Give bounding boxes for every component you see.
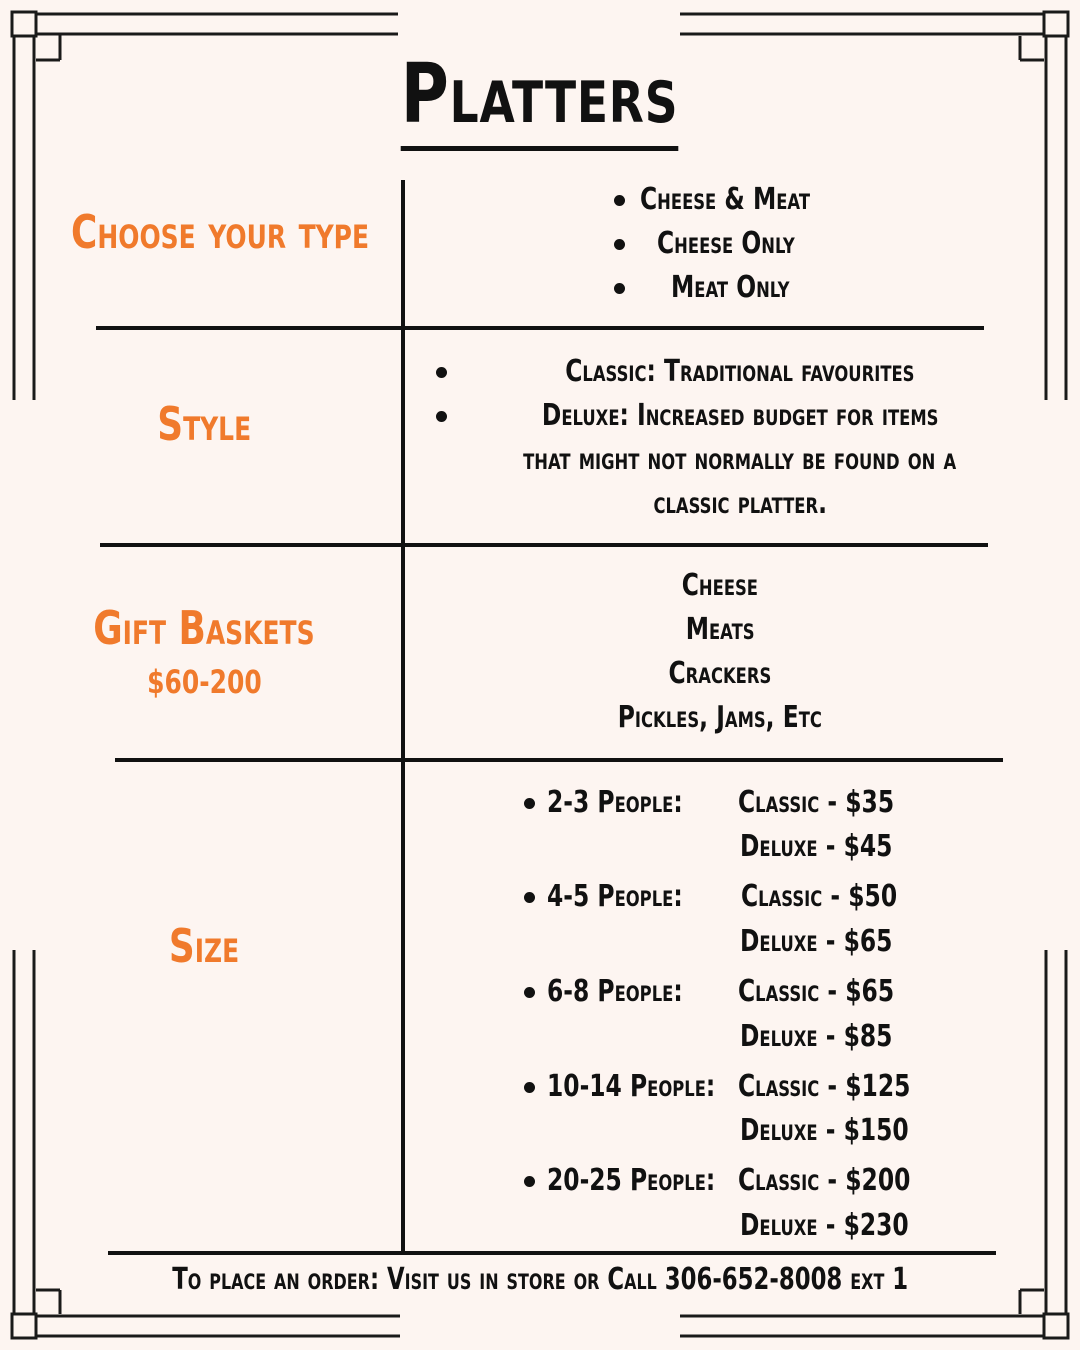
row-divider-3: [115, 758, 1003, 762]
size-classic-price: Classic - $35: [738, 785, 895, 820]
bullet: [524, 798, 535, 809]
style-option-classic: Classic: Traditional favourites: [440, 350, 1040, 394]
gift-basket-items: [520, 564, 920, 740]
size-label: Size: [168, 919, 240, 973]
size-people: 6-8 People:: [547, 974, 683, 1009]
type-option: Cheese Only: [520, 222, 960, 266]
size-people: 2-3 People:: [547, 785, 683, 820]
style-option-deluxe-cont: classic platter.: [653, 486, 827, 521]
gift-baskets-price: $60-200: [146, 663, 262, 701]
row-divider-4: [108, 1251, 996, 1255]
bullet: [524, 892, 535, 903]
size-deluxe-price: Deluxe - $45: [740, 829, 893, 864]
size-people: 4-5 People:: [547, 879, 683, 914]
column-divider: [401, 180, 405, 1254]
style-label: Style: [157, 397, 251, 451]
size-people: 20-25 People:: [547, 1163, 716, 1198]
size-classic-price: Classic - $65: [738, 974, 895, 1009]
size-deluxe-price: Deluxe - $65: [740, 924, 893, 959]
type-option: Meat Only: [520, 266, 960, 310]
type-label: Choose your type: [70, 205, 370, 259]
size-deluxe-price: Deluxe - $230: [740, 1208, 909, 1243]
gift-item: Meats: [685, 612, 755, 647]
order-info: To place an order: Visit us in store or Call 306-652-8008 ext 1: [172, 1262, 908, 1297]
size-classic-price: Classic - $50: [741, 879, 898, 914]
size-people: 10-14 People:: [547, 1069, 716, 1104]
size-deluxe-price: Deluxe - $150: [740, 1113, 909, 1148]
page-title: Platters: [401, 50, 679, 151]
title-area: [0, 47, 1080, 151]
bullet: [524, 1082, 535, 1093]
row-divider-1: [96, 326, 984, 330]
size-deluxe-price: Deluxe - $85: [740, 1019, 893, 1054]
style-option-deluxe-cont: that might not normally be found on a: [523, 442, 957, 477]
size-classic-price: Classic - $125: [738, 1069, 911, 1104]
type-option: Cheese & Meat: [520, 178, 960, 222]
gift-item: Pickles, Jams, Etc: [617, 700, 823, 735]
gift-baskets-label: Gift Baskets: [93, 601, 315, 655]
row-divider-2: [100, 543, 988, 547]
style-options: [440, 350, 1040, 526]
gift-item: Crackers: [668, 656, 772, 691]
size-classic-price: Classic - $200: [738, 1163, 911, 1198]
bullet: [524, 1176, 535, 1187]
type-options: [520, 178, 960, 310]
gift-item: Cheese: [681, 568, 759, 603]
style-option-deluxe: Deluxe: Increased budget for items: [440, 394, 1040, 438]
bullet: [524, 987, 535, 998]
